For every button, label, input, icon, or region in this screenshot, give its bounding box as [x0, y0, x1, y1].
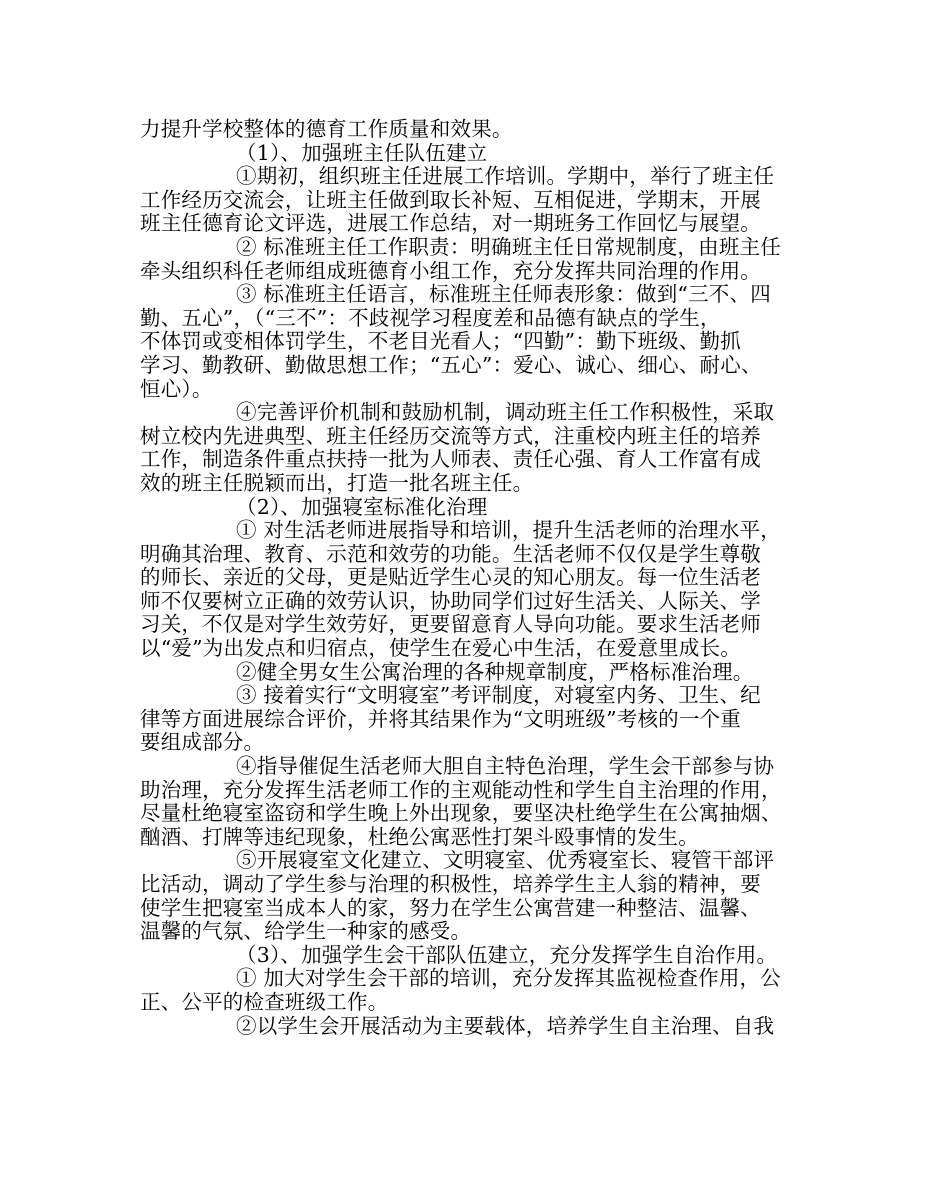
text-line: （1）、加强班主任队伍建立: [236, 140, 488, 165]
text-line: ④完善评价机制和鼓励机制，调动班主任工作积极性，采取: [236, 400, 775, 425]
text-line: 习关，不仅是对学生效劳好，更要留意育人导向功能。要求生活老师: [140, 612, 761, 637]
text-line: 效的班主任脱颖而出，打造一批名班主任。: [140, 470, 534, 495]
text-line: 要组成部分。: [140, 730, 265, 755]
text-line: ②以学生会开展活动为主要载体，培养学生自主治理、自我: [236, 1013, 775, 1038]
text-line: 班主任德育论文评选，进展工作总结，对一期班务工作回忆与展望。: [140, 211, 761, 236]
text-line: 明确其治理、教育、示范和效劳的功能。生活老师不仅仅是学生尊敬: [140, 541, 761, 566]
text-line: ④指导催促生活老师大胆自主特色治理，学生会干部参与协: [236, 754, 775, 779]
text-line: 律等方面进展综合评价，并将其结果作为“文明班级”考核的一个重: [140, 706, 741, 731]
text-line: ② 标准班主任工作职责：明确班主任日常规制度，由班主任: [236, 234, 781, 259]
text-line: 使学生把寝室当成本人的家，努力在学生公寓营建一种整洁、温馨、: [140, 895, 761, 920]
text-line: 工作经历交流会，让班主任做到取长补短、互相促进，学期末，开展: [140, 187, 761, 212]
text-line: 的师长、亲近的父母，更是贴近学生心灵的知心朋友。每一位生活老: [140, 565, 761, 590]
text-line: 酗酒、打牌等违纪现象，杜绝公寓恶性打架斗殴事情的发生。: [140, 824, 699, 849]
text-line: 助治理，充分发挥生活老师工作的主观能动性和学生自主治理的作用，: [140, 777, 782, 802]
text-line: 树立校内先进典型、班主任经历交流等方式，注重校内班主任的培养: [140, 423, 761, 448]
text-line: ②健全男女生公寓治理的各种规章制度，严格标准治理。: [236, 659, 754, 684]
text-line: 正、公平的检查班级工作。: [140, 989, 389, 1014]
text-line: 力提升学校整体的德育工作质量和效果。: [140, 117, 513, 141]
text-line: ① 对生活老师进展指导和培训，提升生活老师的治理水平，: [236, 518, 781, 543]
text-line: （3）、加强学生会干部队伍建立，充分发挥学生自治作用。: [236, 942, 778, 967]
document-page: [140, 118, 830, 1038]
text-line: 温馨的气氛、给学生一种家的感受。: [140, 919, 472, 944]
text-line: 师不仅要树立正确的效劳认识，协助同学们过好生活关、人际关、学: [140, 588, 761, 613]
text-line: 牵头组织科任老师组成班德育小组工作，充分发挥共同治理的作用。: [140, 258, 761, 283]
text-line: 尽量杜绝寝室盗窃和学生晚上外出现象，要坚决杜绝学生在公寓抽烟、: [140, 801, 782, 826]
text-line: 比活动，调动了学生参与治理的积极性，培养学生主人翁的精神，要: [140, 872, 761, 896]
text-line: 学习、勤教研、勤做思想工作；“五心”：爱心、诚心、细心、耐心、: [140, 352, 762, 377]
text-line: 工作，制造条件重点扶持一批为人师表、责任心强、育人工作富有成: [140, 447, 761, 472]
text-line: 以“爱”为出发点和归宿点，使学生在爱心中生活，在爱意里成长。: [140, 636, 741, 661]
text-line: ① 加大对学生会干部的培训，充分发挥其监视检查作用，公: [236, 966, 781, 991]
text-line: 不体罚或变相体罚学生，不老目光看人；“四勤”：勤下班级、勤抓: [140, 329, 741, 354]
text-line: ⑤开展寝室文化建立、文明寝室、优秀寝室长、寝管干部评: [236, 848, 775, 873]
text-line: ①期初，组织班主任进展工作培训。学期中，举行了班主任: [236, 164, 775, 189]
text-line: （2）、加强寝室标准化治理: [236, 494, 488, 519]
text-line: ③ 接着实行“文明寝室”考评制度，对寝室内务、卫生、纪: [236, 683, 761, 708]
text-line: ③ 标准班主任语言，标准班主任师表形象：做到“三不、四: [236, 282, 771, 307]
text-line: 恒心）。: [140, 376, 213, 401]
text-line: 勤、五心”，（“三不”：不歧视学习程度差和品德有缺点的学生，: [140, 305, 721, 330]
